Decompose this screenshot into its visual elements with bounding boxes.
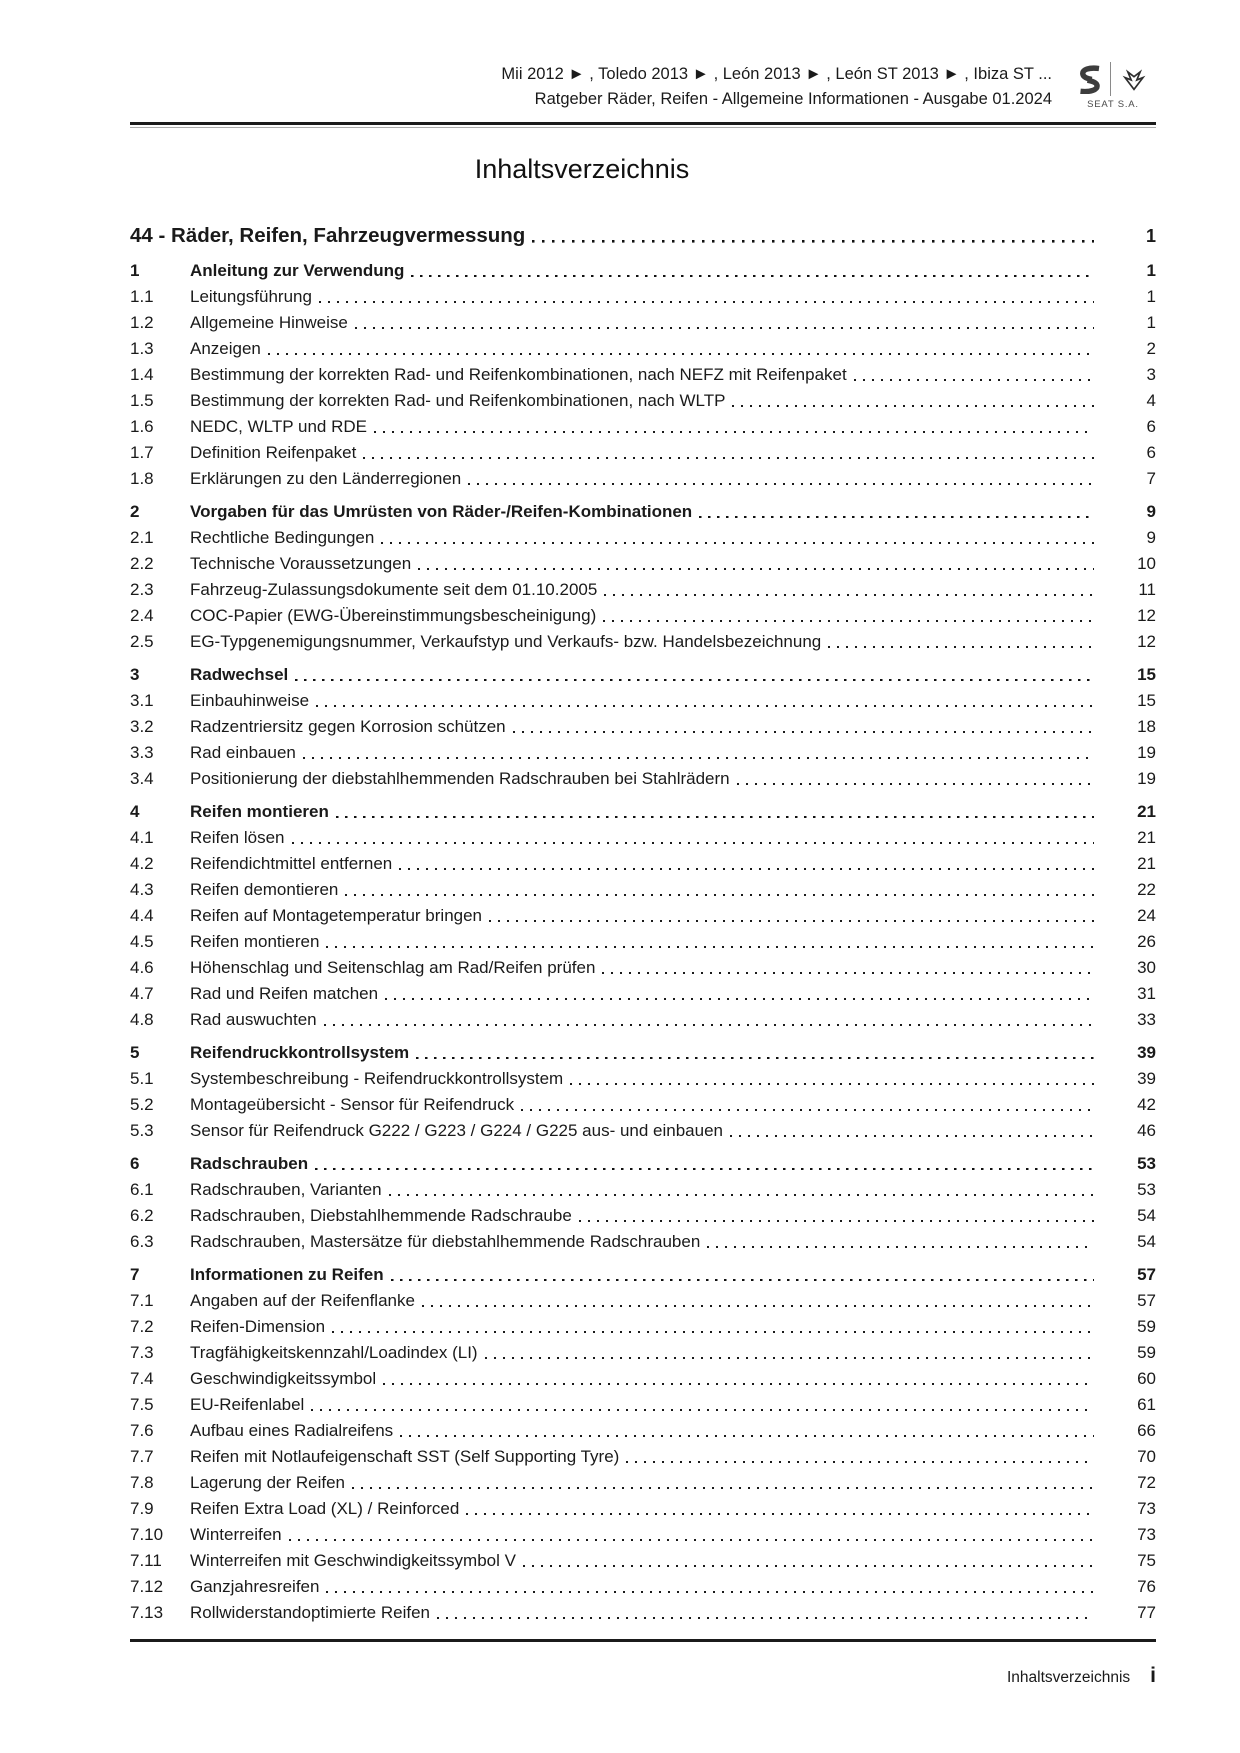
toc-entry-number: 1.6 <box>130 417 154 436</box>
toc-entry-page: 61 <box>1137 1395 1156 1414</box>
dotted-leader <box>466 1496 1094 1522</box>
toc-entry-title: Bestimmung der korrekten Rad- und Reifenkombinationen, nach NEFZ mit Reifenpaket <box>190 365 847 384</box>
toc-entry-number: 2.1 <box>130 528 154 547</box>
dotted-leader <box>311 1392 1094 1418</box>
dotted-leader <box>485 1340 1094 1366</box>
dotted-leader <box>400 1418 1094 1444</box>
toc-entry-number: 4.8 <box>130 1010 154 1029</box>
toc-entry[interactable] <box>130 310 1156 336</box>
toc-entry-page: 76 <box>1137 1577 1156 1596</box>
toc-entry[interactable] <box>130 414 1156 440</box>
toc-entry[interactable] <box>130 1229 1156 1255</box>
toc-entry-page: 66 <box>1137 1421 1156 1440</box>
toc-entry-page: 21 <box>1137 802 1156 821</box>
toc-entry-page: 31 <box>1137 984 1156 1003</box>
dotted-leader <box>854 362 1094 388</box>
toc-entry-page: 26 <box>1137 932 1156 951</box>
toc-entry-page: 53 <box>1137 1180 1156 1199</box>
toc-entry-page: 4 <box>1146 391 1156 410</box>
toc-entry-title: Reifen-Dimension <box>190 1317 326 1336</box>
logo-row <box>1076 64 1150 94</box>
toc-entry-title: Rollwiderstandoptimierte Reifen <box>190 1603 431 1622</box>
dotted-leader <box>828 629 1094 655</box>
toc-entry-page: 59 <box>1137 1343 1156 1362</box>
toc-entry-number: 7.7 <box>130 1447 154 1466</box>
toc-entry-title: Anleitung zur Verwendung <box>190 261 405 280</box>
toc-entry[interactable] <box>130 955 1156 981</box>
toc-entry-number: 3.2 <box>130 717 154 736</box>
toc-entry-number: 7.2 <box>130 1317 154 1336</box>
toc-entry-title: Radschrauben, Varianten <box>190 1180 382 1199</box>
toc-entry-number: 5.1 <box>130 1069 154 1088</box>
toc-entry-title: Winterreifen mit Geschwindigkeitssymbol V <box>190 1551 516 1570</box>
toc-entry-title: Rad auswuchten <box>190 1010 317 1029</box>
toc-entry-number: 2.5 <box>130 632 154 651</box>
toc-entry[interactable] <box>130 362 1156 388</box>
toc-entry[interactable] <box>130 1040 1156 1066</box>
dotted-leader <box>603 603 1094 629</box>
dotted-leader <box>363 440 1094 466</box>
toc-entry-title: Tragfähigkeitskennzahl/Loadindex (LI) <box>190 1343 478 1362</box>
toc-entry-number: 3 <box>130 665 140 684</box>
toc-entry[interactable] <box>130 1118 1156 1144</box>
dotted-leader <box>326 1574 1094 1600</box>
toc-entry-number: 3.1 <box>130 691 154 710</box>
toc-entry-page: 1 <box>1146 261 1156 280</box>
page-title: Inhaltsverzeichnis <box>474 154 690 184</box>
toc-entry[interactable] <box>130 903 1156 929</box>
toc-entry-title: EG-Typgenemigungsnummer, Verkaufstyp und Verkaufs- bzw. Handelsbezeichnung <box>190 632 822 651</box>
toc-entry-page: 1 <box>1146 287 1156 306</box>
toc-entry-title: Fahrzeug-Zulassungsdokumente seit dem 01.10.2005 <box>190 580 598 599</box>
toc-entry-title: Allgemeine Hinweise <box>190 313 348 332</box>
dotted-leader <box>570 1066 1094 1092</box>
toc-entry-page: 72 <box>1137 1473 1156 1492</box>
toc-entry[interactable] <box>130 929 1156 955</box>
dotted-leader <box>418 551 1094 577</box>
toc-entry-title: Reifen Extra Load (XL) / Reinforced <box>190 1499 460 1518</box>
toc-entry-number: 6 <box>130 1154 140 1173</box>
toc-entry-number: 7.9 <box>130 1499 154 1518</box>
dotted-leader <box>289 1522 1094 1548</box>
header-text <box>501 62 1052 112</box>
toc-entry[interactable] <box>130 1600 1156 1626</box>
dotted-leader <box>295 662 1094 688</box>
toc-entry[interactable] <box>130 499 1156 525</box>
toc-entry[interactable] <box>130 1470 1156 1496</box>
toc-entry-page: 75 <box>1137 1551 1156 1570</box>
toc-entry[interactable] <box>130 799 1156 825</box>
toc-entry[interactable] <box>130 1288 1156 1314</box>
toc-entry-page: 57 <box>1137 1291 1156 1310</box>
toc-entry-title: Radschrauben <box>190 1154 309 1173</box>
toc-entry-page: 6 <box>1146 443 1156 462</box>
dotted-leader <box>532 221 1094 251</box>
toc-entry-number: 7.13 <box>130 1603 164 1622</box>
toc-entry-number: 2.4 <box>130 606 154 625</box>
dotted-leader <box>389 1177 1094 1203</box>
toc-entry-title: NEDC, WLTP und RDE <box>190 417 367 436</box>
toc-entry-title: Reifen lösen <box>190 828 285 847</box>
table-of-contents <box>130 221 1156 1626</box>
toc-entry-number: 4 <box>130 802 140 821</box>
toc-entry[interactable] <box>130 1314 1156 1340</box>
dotted-leader <box>699 499 1094 525</box>
toc-entry-title: Winterreifen <box>190 1525 282 1544</box>
toc-entry-title: EU-Reifenlabel <box>190 1395 305 1414</box>
dotted-leader <box>332 1314 1094 1340</box>
footer-label: Inhaltsverzeichnis <box>1006 1669 1131 1686</box>
toc-entry-number: 1.2 <box>130 313 154 332</box>
toc-entry[interactable] <box>130 1522 1156 1548</box>
toc-entry[interactable] <box>130 1574 1156 1600</box>
dotted-leader <box>391 1262 1094 1288</box>
toc-entry[interactable] <box>130 1203 1156 1229</box>
toc-entry-page: 19 <box>1137 769 1156 788</box>
toc-entry-page: 18 <box>1137 717 1156 736</box>
toc-entry-title: Sensor für Reifendruck G222 / G223 / G224 / G225 aus- und einbauen <box>190 1121 724 1140</box>
toc-entry[interactable] <box>130 466 1156 492</box>
header-models: Mii 2012 ► , Toledo 2013 ► , León 2013 ► , León ST 2013 ► , Ibiza ST ... <box>501 65 1052 83</box>
toc-entry-page: 54 <box>1137 1232 1156 1251</box>
dotted-leader <box>523 1548 1094 1574</box>
page-footer <box>130 1664 1156 1688</box>
toc-entry-number: 4.3 <box>130 880 154 899</box>
footer-page-number: i <box>1150 1664 1156 1687</box>
dotted-leader <box>315 1151 1094 1177</box>
toc-entry[interactable] <box>130 688 1156 714</box>
toc-entry-page: 24 <box>1137 906 1156 925</box>
toc-entry-page: 54 <box>1137 1206 1156 1225</box>
toc-entry[interactable] <box>130 825 1156 851</box>
toc-entry-number: 1.4 <box>130 365 154 384</box>
toc-entry-number: 4.1 <box>130 828 154 847</box>
toc-entry[interactable] <box>130 1392 1156 1418</box>
toc-entry-page: 46 <box>1137 1121 1156 1140</box>
toc-entry[interactable] <box>130 577 1156 603</box>
dotted-leader <box>422 1288 1094 1314</box>
dotted-leader <box>521 1092 1094 1118</box>
toc-entry-page: 15 <box>1137 665 1156 684</box>
toc-entry-page: 59 <box>1137 1317 1156 1336</box>
toc-entries <box>130 258 1156 1626</box>
toc-entry-page: 39 <box>1137 1069 1156 1088</box>
toc-entry-page: 9 <box>1146 528 1156 547</box>
toc-entry-number: 7.1 <box>130 1291 154 1310</box>
toc-entry[interactable] <box>130 629 1156 655</box>
toc-entry[interactable] <box>130 662 1156 688</box>
toc-entry-number: 2.3 <box>130 580 154 599</box>
toc-entry[interactable] <box>130 851 1156 877</box>
toc-entry-page: 77 <box>1137 1603 1156 1622</box>
toc-entry-title: Anzeigen <box>190 339 261 358</box>
cupra-logo-icon <box>1118 66 1150 92</box>
toc-entry-number: 7 <box>130 1265 140 1284</box>
toc-entry-title: Rad einbauen <box>190 743 296 762</box>
toc-entry-number: 1.1 <box>130 287 154 306</box>
toc-entry-title: Reifendichtmittel entfernen <box>190 854 393 873</box>
toc-entry-number: 4.6 <box>130 958 154 977</box>
toc-entry-number: 1.5 <box>130 391 154 410</box>
toc-entry-page: 7 <box>1146 469 1156 488</box>
toc-entry-page: 15 <box>1137 691 1156 710</box>
toc-entry[interactable] <box>130 1066 1156 1092</box>
toc-entry-page: 3 <box>1146 365 1156 384</box>
toc-entry-number: 5.2 <box>130 1095 154 1114</box>
dotted-leader <box>399 851 1094 877</box>
toc-entry-title: Ganzjahresreifen <box>190 1577 320 1596</box>
toc-entry-title: Bestimmung der korrekten Rad- und Reifenkombinationen, nach WLTP <box>190 391 726 410</box>
toc-entry-number: 7.3 <box>130 1343 154 1362</box>
dotted-leader <box>345 877 1094 903</box>
toc-entry-page: 70 <box>1137 1447 1156 1466</box>
toc-entry-number: 3.4 <box>130 769 154 788</box>
toc-entry-number: 7.10 <box>130 1525 164 1544</box>
dotted-leader <box>324 1007 1094 1033</box>
dotted-leader <box>579 1203 1094 1229</box>
toc-entry[interactable] <box>130 714 1156 740</box>
dotted-leader <box>383 1366 1094 1392</box>
toc-entry-title: Informationen zu Reifen <box>190 1265 384 1284</box>
toc-entry-title: Montageübersicht - Sensor für Reifendruck <box>190 1095 515 1114</box>
toc-entry[interactable] <box>130 1366 1156 1392</box>
toc-entry-title: Geschwindigkeitssymbol <box>190 1369 377 1388</box>
toc-entry-page: 21 <box>1137 854 1156 873</box>
toc-entry-page: 73 <box>1137 1499 1156 1518</box>
toc-entry-number: 7.12 <box>130 1577 164 1596</box>
toc-entry-title: Definition Reifenpaket <box>190 443 357 462</box>
toc-entry-title: Radschrauben, Mastersätze für diebstahlhemmende Radschrauben <box>190 1232 701 1251</box>
dotted-leader <box>489 903 1094 929</box>
dotted-leader <box>411 258 1094 284</box>
toc-entry-title: Reifen montieren <box>190 932 320 951</box>
toc-entry-page: 73 <box>1137 1525 1156 1544</box>
toc-entry-number: 7.4 <box>130 1369 154 1388</box>
toc-entry-number: 5 <box>130 1043 140 1062</box>
toc-entry[interactable] <box>130 284 1156 310</box>
toc-entry-title: Positionierung der diebstahlhemmenden Radschrauben bei Stahlrädern <box>190 769 730 788</box>
toc-entry[interactable] <box>130 1340 1156 1366</box>
toc-entry-title: Lagerung der Reifen <box>190 1473 346 1492</box>
toc-entry-title: Höhenschlag und Seitenschlag am Rad/Reifen prüfen <box>190 958 596 977</box>
toc-entry-title: COC-Papier (EWG-Übereinstimmungsbescheinigung) <box>190 606 597 625</box>
dotted-leader <box>730 1118 1094 1144</box>
dotted-leader <box>437 1600 1094 1626</box>
toc-entry-number: 5.3 <box>130 1121 154 1140</box>
dotted-leader <box>385 981 1094 1007</box>
toc-entry[interactable] <box>130 1177 1156 1203</box>
page-header <box>130 62 1156 112</box>
toc-entry-title: Reifen mit Notlaufeigenschaft SST (Self Supporting Tyre) <box>190 1447 620 1466</box>
toc-entry-number: 4.7 <box>130 984 154 1003</box>
toc-entry[interactable] <box>130 258 1156 284</box>
toc-entry-page: 30 <box>1137 958 1156 977</box>
toc-entry-title: Reifendruckkontrollsystem <box>190 1043 410 1062</box>
header-subtitle: Ratgeber Räder, Reifen - Allgemeine Informationen - Ausgabe 01.2024 <box>534 90 1052 108</box>
toc-entry-number: 7.8 <box>130 1473 154 1492</box>
toc-entry-number: 6.3 <box>130 1232 154 1251</box>
toc-entry[interactable] <box>130 1007 1156 1033</box>
toc-entry-number: 2.2 <box>130 554 154 573</box>
toc-entry-title: Einbauhinweise <box>190 691 310 710</box>
seat-logo-icon <box>1076 65 1103 94</box>
brand-name: SEAT S.A. <box>1087 99 1139 110</box>
toc-chapter-row[interactable] <box>130 221 1156 251</box>
toc-entry-page: 12 <box>1137 606 1156 625</box>
toc-entry-page: 10 <box>1137 554 1156 573</box>
toc-entry-title: Aufbau eines Radialreifens <box>190 1421 394 1440</box>
toc-entry-number: 7.11 <box>130 1551 162 1570</box>
toc-entry[interactable] <box>130 1262 1156 1288</box>
toc-entry[interactable] <box>130 1092 1156 1118</box>
toc-entry-title: Angaben auf der Reifenflanke <box>190 1291 415 1310</box>
toc-entry-title: Rad und Reifen matchen <box>190 984 379 1003</box>
toc-entry-page: 12 <box>1137 632 1156 651</box>
toc-entry-number: 1.3 <box>130 339 154 358</box>
dotted-leader <box>626 1444 1094 1470</box>
toc-chapter-page: 1 <box>1145 226 1156 246</box>
brand-block <box>1070 64 1156 110</box>
toc-entry[interactable] <box>130 525 1156 551</box>
toc-entry-page: 21 <box>1137 828 1156 847</box>
toc-entry[interactable] <box>130 1444 1156 1470</box>
toc-entry-page: 6 <box>1146 417 1156 436</box>
toc-entry[interactable] <box>130 603 1156 629</box>
toc-entry-page: 33 <box>1137 1010 1156 1029</box>
dotted-leader <box>352 1470 1094 1496</box>
dotted-leader <box>513 714 1094 740</box>
toc-entry-title: Rechtliche Bedingungen <box>190 528 375 547</box>
toc-entry-number: 7.6 <box>130 1421 154 1440</box>
toc-entry[interactable] <box>130 981 1156 1007</box>
toc-entry-title: Reifen demontieren <box>190 880 339 899</box>
toc-entry-number: 1.7 <box>130 443 154 462</box>
toc-entry-number: 1 <box>130 261 140 280</box>
toc-entry-number: 2 <box>130 502 140 521</box>
toc-entry-number: 1.8 <box>130 469 154 488</box>
toc-entry-title: Systembeschreibung - Reifendruckkontrollsystem <box>190 1069 564 1088</box>
toc-entry-page: 53 <box>1137 1154 1156 1173</box>
toc-entry-page: 57 <box>1137 1265 1156 1284</box>
dotted-leader <box>732 388 1094 414</box>
toc-entry-title: Radzentriersitz gegen Korrosion schützen <box>190 717 506 736</box>
toc-entry-page: 42 <box>1137 1095 1156 1114</box>
toc-entry-title: Radschrauben, Diebstahlhemmende Radschraube <box>190 1206 572 1225</box>
toc-entry-number: 4.5 <box>130 932 154 951</box>
toc-entry-title: Technische Voraussetzungen <box>190 554 412 573</box>
footer-rule <box>130 1639 1156 1642</box>
toc-entry-page: 1 <box>1146 313 1156 332</box>
dotted-leader <box>326 929 1094 955</box>
toc-entry-number: 3.3 <box>130 743 154 762</box>
toc-entry[interactable] <box>130 740 1156 766</box>
toc-entry-number: 7.5 <box>130 1395 154 1414</box>
dotted-leader <box>303 740 1094 766</box>
dotted-leader <box>737 766 1094 792</box>
toc-entry-page: 22 <box>1137 880 1156 899</box>
toc-entry-number: 6.2 <box>130 1206 154 1225</box>
toc-entry[interactable] <box>130 551 1156 577</box>
toc-entry-page: 60 <box>1137 1369 1156 1388</box>
toc-entry-number: 4.2 <box>130 854 154 873</box>
toc-entry[interactable] <box>130 766 1156 792</box>
toc-entry-number: 6.1 <box>130 1180 154 1199</box>
toc-entry-page: 11 <box>1138 580 1156 599</box>
dotted-leader <box>374 414 1094 440</box>
toc-entry-page: 39 <box>1137 1043 1156 1062</box>
toc-entry-title: Erklärungen zu den Länderregionen <box>190 469 462 488</box>
header-rule <box>130 122 1156 128</box>
dotted-leader <box>355 310 1094 336</box>
toc-entry[interactable] <box>130 440 1156 466</box>
toc-entry-title: Leitungsführung <box>190 287 312 306</box>
toc-entry-title: Vorgaben für das Umrüsten von Räder-/Reifen-Kombinationen <box>190 502 693 521</box>
toc-entry[interactable] <box>130 1418 1156 1444</box>
toc-entry[interactable] <box>130 1496 1156 1522</box>
dotted-leader <box>381 525 1094 551</box>
toc-entry-page: 19 <box>1137 743 1156 762</box>
toc-entry[interactable] <box>130 336 1156 362</box>
toc-entry-title: Reifen auf Montagetemperatur bringen <box>190 906 483 925</box>
dotted-leader <box>604 577 1094 603</box>
logo-divider <box>1110 62 1111 96</box>
toc-entry-title: Radwechsel <box>190 665 289 684</box>
toc-entry-number: 4.4 <box>130 906 154 925</box>
toc-entry[interactable] <box>130 877 1156 903</box>
dotted-leader <box>468 466 1094 492</box>
dotted-leader <box>707 1229 1094 1255</box>
toc-entry[interactable] <box>130 388 1156 414</box>
dotted-leader <box>319 284 1094 310</box>
dotted-leader <box>416 1040 1094 1066</box>
dotted-leader <box>336 799 1094 825</box>
toc-entry[interactable] <box>130 1548 1156 1574</box>
toc-entry-page: 2 <box>1146 339 1156 358</box>
dotted-leader <box>602 955 1094 981</box>
toc-chapter-label: 44 - Räder, Reifen, Fahrzeugvermessung <box>130 224 526 247</box>
toc-entry-page: 9 <box>1146 502 1156 521</box>
dotted-leader <box>292 825 1094 851</box>
dotted-leader <box>268 336 1094 362</box>
toc-entry-title: Reifen montieren <box>190 802 329 821</box>
toc-entry[interactable] <box>130 1151 1156 1177</box>
dotted-leader <box>316 688 1094 714</box>
